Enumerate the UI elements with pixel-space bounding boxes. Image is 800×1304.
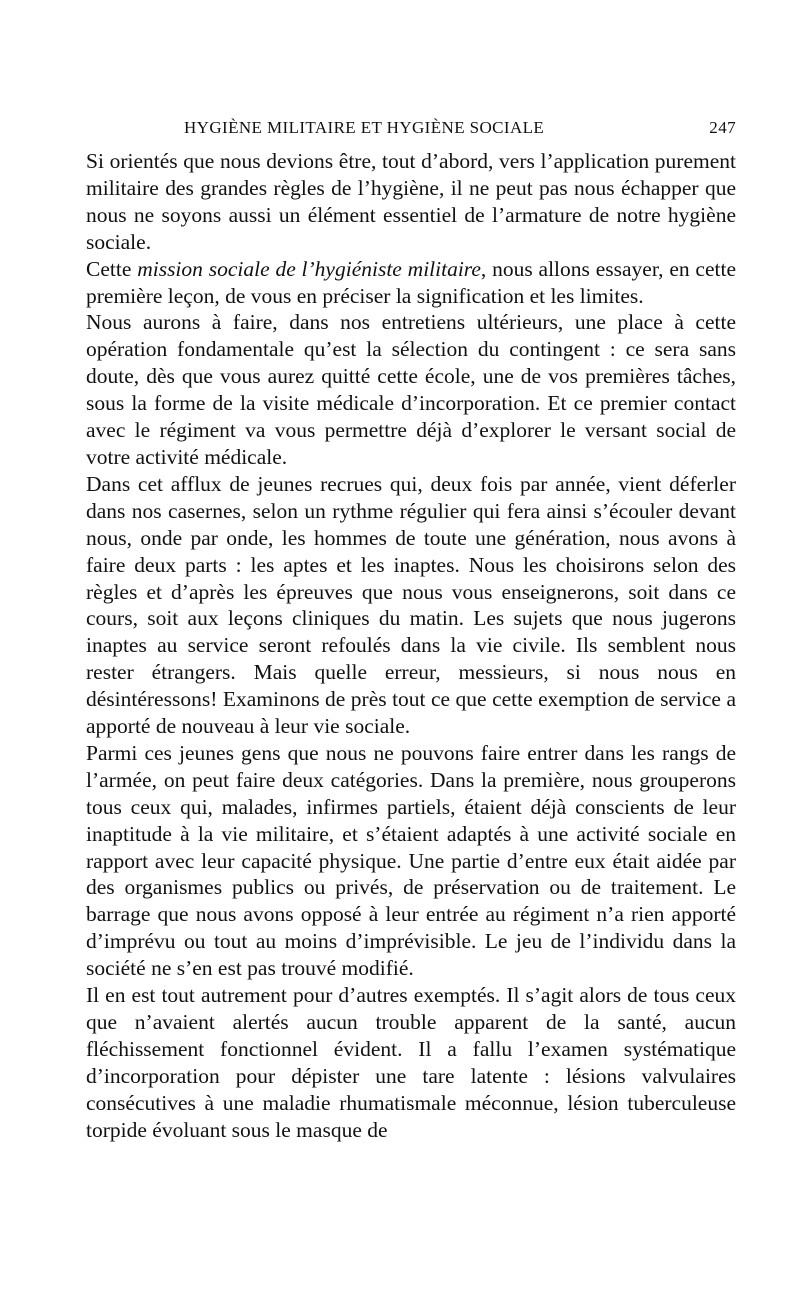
paragraph-1: Si orientés que nous devions être, tout d’abord, vers l’application purement militaire des grandes règles de l’hygiène, il ne peut pas nous échapper que nous ne soyons aussi un élément essentiel de l’armature de notre hygiène sociale.: [86, 149, 736, 254]
running-head: [86, 112, 736, 148]
paragraph-2: [86, 256, 736, 310]
paragraph-5: Parmi ces jeunes gens que nous ne pouvons faire entrer dans les rangs de l’armée, on peut faire deux catégories. Dans la première, nous grouperons tous ceux qui, malades, infirmes partiels, étaient déjà conscients de leur inaptitude à la vie militaire, et s’étaient adaptés à une activité sociale en rapport avec leur capacité physique. Une partie d’entre eux était aidée par des organismes publics ou privés, de préservation ou de traitement. Le barrage que nous avons opposé à leur entrée au régiment n’a rien apporté d’imprévu ou tout au moins d’imprévisible. Le jeu de l’individu dans la société ne s’en est pas trouvé modifié.: [86, 740, 736, 981]
body-text: [86, 148, 736, 1144]
paragraph-2-end: , nous allons essayer, en cette première leçon, de vous en préciser la signification et les limites.: [86, 256, 737, 308]
paragraph-3: Nous aurons à faire, dans nos entretiens ultérieurs, une place à cette opération fondamentale qu’est la sélection du contingent : ce sera sans doute, dès que vous aurez quitté cette école, une de vos premières tâches, sous la forme de la visite médicale d’incorporation. Et ce premier contact avec le régiment va vous permettre déjà d’explorer le versant social de votre activité médicale.: [86, 310, 736, 469]
book-page: [86, 112, 736, 1144]
running-title: HYGIÈNE MILITAIRE ET HYGIÈNE SOCIALE: [184, 118, 545, 137]
paragraph-2-start: Cette: [86, 256, 138, 281]
page-number: 247: [709, 118, 736, 137]
paragraph-4: Dans cet afflux de jeunes recrues qui, deux fois par année, vient déferler dans nos casernes, selon un rythme régulier qui fera ainsi s’écouler devant nous, onde par onde, les hommes de toute une génération, nous avons à faire deux parts : les aptes et les inaptes. Nous les choisirons selon des règles et d’après les épreuves que nous vous enseignerons, soit dans ce cours, soit aux leçons cliniques du matin. Les sujets que nous jugerons inaptes au service seront refoulés dans la vie civile. Ils semblent nous rester étrangers. Mais quelle erreur, messieurs, si nous nous en désintéressons! Examinons de près tout ce que cette exemption de service a apporté de nouveau à leur vie sociale.: [86, 471, 736, 739]
paragraph-2-emphasis: mission sociale de l’hygiéniste militaire: [137, 256, 481, 281]
paragraph-6: Il en est tout autrement pour d’autres exemptés. Il s’agit alors de tous ceux que n’avaient alertés aucun trouble apparent de la santé, aucun fléchissement fonctionnel évident. Il a fallu l’examen systématique d’incorporation pour dépister une tare latente : lésions valvulaires consécutives à une maladie rhumatismale méconnue, lésion tuberculeuse torpide évoluant sous le masque de: [86, 983, 736, 1142]
